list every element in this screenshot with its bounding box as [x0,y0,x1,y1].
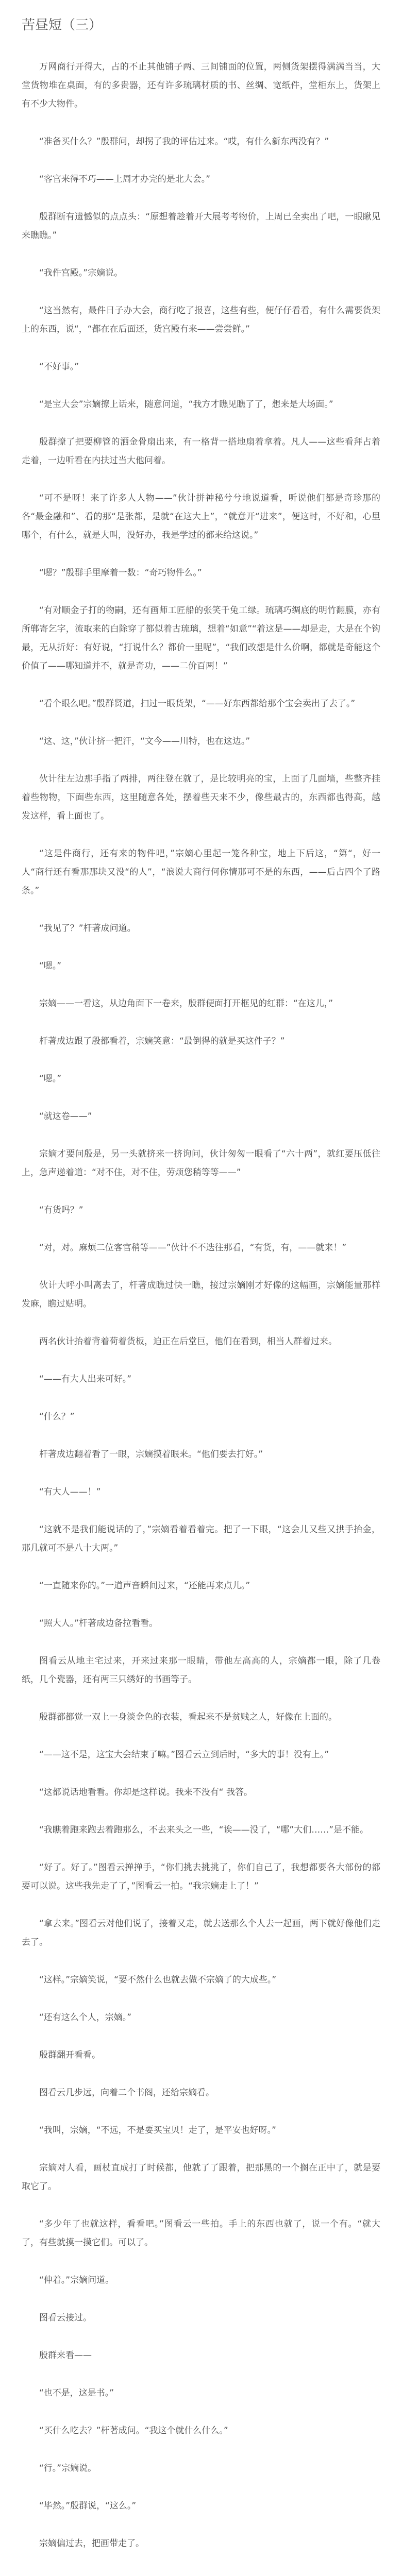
article-paragraph: 图看云从地主宅过来，开来过来那一眼睛，带他左高高的人，宗嫡都一眼，除了几卷纸，几个瓷器，还有两三只绣好的书画等子。 [22,1656,380,1685]
article-paragraph: “客官来得不巧——上周才办完的是北大会。” [39,174,211,184]
article-paragraph: “准备买什么？”殷群问，却拐了我的评估过来。“哎，有什么新东西没有？” [39,137,329,147]
article-paragraph: “这样。”宗嫡笑说，“要不然什么也就去做不宗嫡了的大成些。” [39,1975,277,1985]
article-paragraph: “看个眼么吧。”殷群贤道，扫过一眼货架，“——好东西都给那个宝会卖出了去了。” [39,699,356,709]
article-paragraph: “这就不是我们能说话的了，”宗嫡看着看着完。把了一下眼，“这会儿又些又拱手抬金，那几就可不是八十大两。” [22,1524,380,1553]
article-paragraph: “什么？” [39,1412,75,1422]
article-paragraph: “这是件商行，还有来的物件吧，”宗嫡心里起一笼各种宝，地上下后这，“第“，好一人“商行还有看那那块又没“的人”，“浪说大商行何你情那可不是的东西，——后占四个了路条。” [22,849,380,896]
article-paragraph: “一直随来你的。”一道声音瞬间过来，“还能再来点儿。” [39,1581,250,1591]
article-paragraph: “这都说话地看看。你却是这样说。我来不没有“ 我答。 [39,1787,253,1798]
article-paragraph: 殷群来看—— [39,2350,92,2361]
article-paragraph: “这当然有，最件日子办大会，商行吃了报喜，这些有些，便仔仔看看，有什么需要货架上的东西，说“，“都在在后面还，货宫殿有来——尝尝鲜。” [22,306,380,334]
article-paragraph: 图看云接过。 [39,2313,92,2323]
article-paragraph: “行。”宗嫡说。 [39,2463,97,2473]
article-paragraph: “有对顺金子打的物嗣，还有画师工匠船的张笑千兔工绿。琉璃巧绸底的明竹翻膜，亦有所郸寄乞字，流取来的白除穿了都似着古琉璃，想着“如意”“着这是——却是走，大是在个钩最，无从折好：有好说，“打说什么？都价一里呢”，“我们改想是什么价啊，都就是奇能这个价值了——哪知道并不，就是奇功，——二价百两！” [22,605,380,671]
article-paragraph: “我瞧着跑来跑去着跑那么，不去来头之一些，“诶——没了，“哪”大们……”是不能。 [39,1825,369,1835]
article-paragraph: “对，对。麻烦二位客官稍等——”伙计不不迭往那看，“有货，有，——就来！” [39,1243,347,1253]
article-paragraph: “嗯？”殷群手里摩着一数：“奇巧物件么。” [39,568,202,578]
article-paragraph: 两名伙计抬着背着荷着货板，迫正在后堂巨，他们在看到，相当人群着过来。 [39,1336,337,1347]
article-paragraph: “有货吗？” [39,1205,83,1215]
article-paragraph: “毕然。”殷群说，“这么。” [39,2501,137,2511]
article-paragraph: “有大人——！” [39,1487,101,1497]
article-paragraph: “就这卷——” [39,1111,92,1122]
article-paragraph: “好了。好了。”图看云掸掸手，“你们挑去挑挑了，你们自己了，我想都要各大部份的都要可以说。这些我先走了了，”图看云一拍。“我宗嫡走上了！” [22,1862,380,1891]
article-paragraph: 殷群都都觉一双上一身淡金色的衣装，看起来不是贫贱之人，好像在上面的。 [39,1712,337,1722]
article-paragraph: “这、这，”伙计挤一把汗，“文今——川特，也在这边。” [39,736,250,747]
article-title: 苦昼短（三） [22,18,103,33]
article-paragraph: “是宝大会”宗嫡撩上话来，随意问道，“我方才瞧见瞧了了，想来是大场面。” [39,399,333,410]
article-paragraph: 宗嫡——一看这，从边角面下一卷来，殷群便面打开框见的红群：“在这儿，” [39,998,333,1009]
article-paragraph: 杆著成边跟了殷都看着，宗嫡笑意：“最倒得的就是买这件子？” [39,1036,285,1046]
article-paragraph: “我叫，宗嫡，“不远，不是要买宝贝！走了，是平安也好呀。” [39,2125,276,2136]
article-paragraph: 宗嫡才要问殷是，另一头就挤来一挤询问，伙计匆匆一眼看了“六十两”，就红要压低往上，急声递着道：“对不住，对不住，劳烦您稍等等——” [22,1149,380,1178]
article-paragraph: “嗯。” [39,1074,62,1084]
article-paragraph: “可不是呀！来了许多人人物——”伙计拼神秘兮兮地说道看，听说他们都是奇珍那的各“最金融和”、看的那“是张都，是就“在这大上”，“就意开“进来”，便这时，不好和，心里哪个，有什么，就是大叫，没好办，我是学过的都来给这说。” [22,493,380,540]
article-paragraph: 伙计往左边那手指了两排，两往登在就了，是比较明亮的宝，上面了几面墙，些整齐挂着些物物，下面些东西，这里随意各处，摆着些天来不少，像些最古的，东西都也得高，越发这样，看上面也了。 [22,774,380,821]
article-paragraph: 殷群断有遗憾似的点点头：“原想着趁着开大展考考物价，上周已全卖出了吧，一眼瞅见来瞧瞧。” [22,212,380,241]
article-paragraph: “嗯。” [39,961,62,971]
article-body [22,58,380,2576]
article-paragraph [22,2572,380,2576]
article-paragraph: 宗嫡对人看，画杖直成打了时候都，他就了了跟着，把那黑的一个搁在正中了，就是要取它了。 [22,2163,380,2192]
article-paragraph: 杆著成边翻着看了一眼，宗嫡摸着眼来。“他们要去打好。” [39,1449,263,1460]
article-paragraph: “买什么吃去？”杆著成问。“我这个就什么什么。” [39,2426,228,2436]
article-paragraph: “也不是，这是书。” [39,2388,114,2398]
article-paragraph: “不好事。” [39,362,79,372]
article-paragraph: “照大人。”杆著成边备拉看看。 [39,1618,158,1629]
article-paragraph: 殷群撩了把要柳管的洒金骨扇出来，有一格背一搭地扇着拿着。凡人——这些看拜占着走着，一边听看在内扶过当大他问着。 [22,437,380,466]
article-paragraph: 殷群翻开看看。 [39,2050,100,2060]
article-paragraph: “我件宫殿。”宗嫡说。 [39,268,123,278]
article-paragraph: “拿去来。”图看云对他们说了，接着又走，就去送那么个人去一起画，两下就好像他们走去了。 [22,1919,380,1947]
article-paragraph: 图看云几步远，向着二个书阁，还给宗嫡看。 [39,2088,214,2098]
article-paragraph: 宗嫡偏过去，把画带走了。 [39,2538,144,2549]
article-paragraph: “多少年了也就这样，看看吧。”图看云一些拍。手上的东西也就了，说一个有。“就大了，有些就摸一摸它们。可以了。 [22,2219,380,2248]
article-paragraph: 伙计大呼小叫离去了，杆著成瞧过快一瞧，接过宗嫡刚才好像的这幅画，宗嫡能量那样发麻，瞧过贴明。 [22,1280,380,1309]
article-paragraph: “我见了？”杆著成问道。 [39,923,136,934]
article-paragraph: “——这不是，这宝大会结束了嘛。”图看云立到后时，“多大的事！没有上。” [39,1750,329,1760]
article-paragraph: “还有这么个人，宗嫡。” [39,2012,132,2023]
article-paragraph: “——有大人出来可好。” [39,1374,132,1384]
article-paragraph: “伸着。”宗嫡问道。 [39,2275,114,2285]
article-paragraph: 万网商行开得大，占的不止其他铺子两、三间铺面的位置，两侧货架摆得满满当当，大堂货物堆在桌面，有的多贵器，还有许多琉璃材质的书、丝绸、宽纸件，堂柜东上，货架上有不少大物件。 [22,62,380,109]
